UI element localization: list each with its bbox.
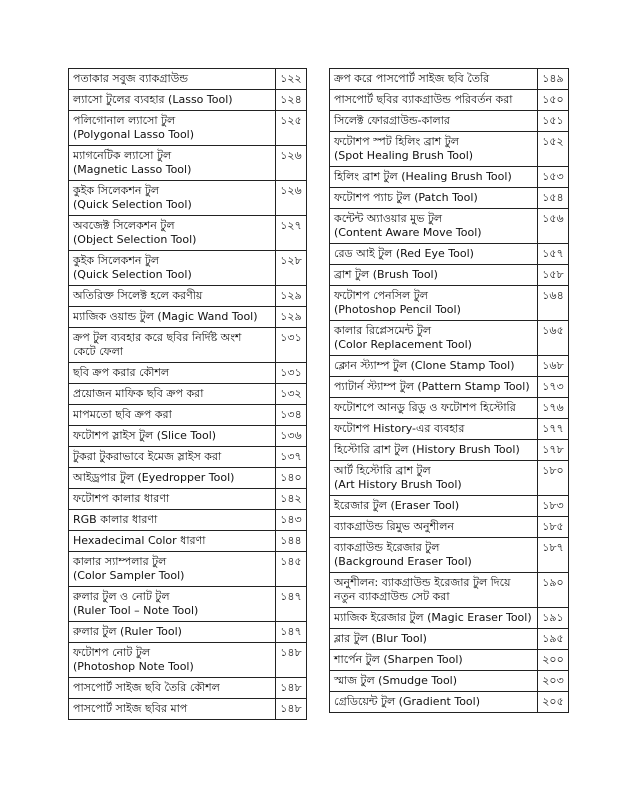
toc-right-column	[329, 68, 569, 713]
toc-row	[330, 629, 569, 650]
toc-row	[330, 377, 569, 398]
toc-entry-page: ১২৯	[276, 286, 307, 307]
toc-row	[330, 671, 569, 692]
toc-entry-title: কালার স্যাম্পলার টুল (Color Sampler Tool)	[69, 552, 276, 587]
toc-entry-title: RGB কালার ধারণা	[69, 510, 276, 531]
toc-entry-title: ব্লার টুল (Blur Tool)	[330, 629, 538, 650]
toc-entry-page: ১৮৭	[538, 538, 569, 573]
toc-entry-page: ১২৯	[276, 307, 307, 328]
toc-entry-title: ফটোশপ প্যাচ টুল (Patch Tool)	[330, 188, 538, 209]
toc-row	[330, 573, 569, 608]
toc-row	[69, 146, 307, 181]
toc-row	[330, 188, 569, 209]
toc-row	[330, 650, 569, 671]
toc-row	[330, 517, 569, 538]
toc-row	[69, 468, 307, 489]
toc-entry-page: ১৬৫	[538, 321, 569, 356]
toc-row	[69, 363, 307, 384]
toc-entry-title: ক্রপ টুল ব্যবহার করে ছবির নির্দিষ্ট অংশ কেটে ফেলা	[69, 328, 276, 363]
toc-entry-title: সিলেক্ট ফোরগ্রাউন্ড-কালার	[330, 111, 538, 132]
toc-right-body	[330, 69, 569, 713]
toc-row	[330, 398, 569, 419]
toc-entry-page: ১৩৭	[276, 447, 307, 468]
toc-entry-title: আর্ট হিস্টোরি ব্রাশ টুল (Art History Brush Tool)	[330, 461, 538, 496]
toc-entry-page: ১৫৩	[538, 167, 569, 188]
toc-entry-page: ১৪০	[276, 468, 307, 489]
toc-entry-page: ১৯০	[538, 573, 569, 608]
toc-entry-page: ১৩১	[276, 328, 307, 363]
toc-entry-page: ১৮৩	[538, 496, 569, 517]
toc-entry-page: ১৬৮	[538, 356, 569, 377]
toc-row	[69, 622, 307, 643]
toc-entry-page: ১৫১	[538, 111, 569, 132]
toc-row	[69, 181, 307, 216]
toc-entry-page: ১৫২	[538, 132, 569, 167]
toc-row	[69, 643, 307, 678]
toc-row	[69, 489, 307, 510]
toc-entry-title: হিস্টোরি ব্রাশ টুল (History Brush Tool)	[330, 440, 538, 461]
toc-entry-title: পলিগোনাল ল্যাসো টুল (Polygonal Lasso Tool)	[69, 111, 276, 146]
toc-entry-page: ১২৮	[276, 251, 307, 286]
toc-entry-title: ফটোশপ নোট টুল (Photoshop Note Tool)	[69, 643, 276, 678]
toc-entry-page: ২০০	[538, 650, 569, 671]
toc-row	[330, 321, 569, 356]
toc-entry-page: ১৩৬	[276, 426, 307, 447]
toc-row	[69, 90, 307, 111]
toc-entry-page: ২০৫	[538, 692, 569, 713]
toc-entry-page: ১৪৪	[276, 531, 307, 552]
toc-entry-title: প্যাটার্ন স্ট্যাম্প টুল (Pattern Stamp Tool)	[330, 377, 538, 398]
toc-entry-title: মাপমতো ছবি ক্রপ করা	[69, 405, 276, 426]
toc-entry-page: ১৭৬	[538, 398, 569, 419]
toc-entry-title: রুলার টুল (Ruler Tool)	[69, 622, 276, 643]
toc-row	[69, 69, 307, 90]
toc-entry-title: ফটোশপ পেনসিল টুল (Photoshop Pencil Tool)	[330, 286, 538, 321]
toc-row	[69, 216, 307, 251]
toc-entry-page: ২০৩	[538, 671, 569, 692]
toc-entry-page: ১৮০	[538, 461, 569, 496]
toc-entry-title: ল্যাসো টুলের ব্যবহার (Lasso Tool)	[69, 90, 276, 111]
toc-entry-page: ১২২	[276, 69, 307, 90]
toc-entry-title: ফটোশপ History-এর ব্যবহার	[330, 419, 538, 440]
toc-entry-page: ১৭৩	[538, 377, 569, 398]
toc-entry-page: ১৪৮	[276, 643, 307, 678]
toc-row	[330, 461, 569, 496]
toc-entry-title: ফটোশপ স্লাইস টুল (Slice Tool)	[69, 426, 276, 447]
toc-entry-title: ম্যাগনেটিক ল্যাসো টুল (Magnetic Lasso Tool)	[69, 146, 276, 181]
toc-entry-title: আইড্রপার টুল (Eyedropper Tool)	[69, 468, 276, 489]
toc-entry-page: ১৫৬	[538, 209, 569, 244]
toc-entry-title: রুলার টুল ও নোট টুল (Ruler Tool – Note Tool)	[69, 587, 276, 622]
toc-entry-page: ১৮৫	[538, 517, 569, 538]
toc-row	[330, 496, 569, 517]
toc-entry-title: অনুশীলন: ব্যাকগ্রাউন্ড ইরেজার টুল দিয়ে নতুন ব্যাকগ্রাউন্ড সেট করা	[330, 573, 538, 608]
toc-table-left	[68, 68, 307, 720]
toc-row	[330, 244, 569, 265]
toc-entry-title: পতাকার সবুজ ব্যাকগ্রাউন্ড	[69, 69, 276, 90]
toc-row	[330, 167, 569, 188]
toc-entry-title: ইরেজার টুল (Eraser Tool)	[330, 496, 538, 517]
toc-left-body	[69, 69, 307, 720]
toc-entry-title: কুইক সিলেকশন টুল (Quick Selection Tool)	[69, 251, 276, 286]
toc-entry-title: কন্টেন্ট অ্যাওয়ার মুভ টুল (Content Aware Move Tool)	[330, 209, 538, 244]
toc-row	[330, 286, 569, 321]
toc-entry-title: অতিরিক্ত সিলেক্ট হলে করণীয়	[69, 286, 276, 307]
toc-entry-title: ফটোশপ কালার ধারণা	[69, 489, 276, 510]
toc-entry-title: হিলিং ব্রাশ টুল (Healing Brush Tool)	[330, 167, 538, 188]
toc-entry-title: ব্যাকগ্রাউন্ড ইরেজার টুল (Background Eraser Tool)	[330, 538, 538, 573]
toc-entry-title: কুইক সিলেকশন টুল (Quick Selection Tool)	[69, 181, 276, 216]
toc-entry-page: ১৪৮	[276, 699, 307, 720]
toc-table-right	[329, 68, 569, 713]
toc-entry-page: ১৪৭	[276, 587, 307, 622]
toc-row	[69, 251, 307, 286]
toc-row	[69, 111, 307, 146]
toc-row	[330, 132, 569, 167]
toc-row	[69, 447, 307, 468]
toc-entry-title: ম্যাজিক ইরেজার টুল (Magic Eraser Tool)	[330, 608, 538, 629]
toc-entry-title: ফটোশপ স্পট হিলিং ব্রাশ টুল (Spot Healing Brush Tool)	[330, 132, 538, 167]
toc-row	[69, 699, 307, 720]
toc-entry-title: কালার রিপ্লেসমেন্ট টুল (Color Replacement Tool)	[330, 321, 538, 356]
toc-entry-page: ১৪৩	[276, 510, 307, 531]
toc-entry-title: রেড আই টুল (Red Eye Tool)	[330, 244, 538, 265]
toc-entry-title: ব্রাশ টুল (Brush Tool)	[330, 265, 538, 286]
toc-row	[330, 209, 569, 244]
toc-row	[330, 265, 569, 286]
toc-row	[330, 692, 569, 713]
toc-entry-page: ১৭৭	[538, 419, 569, 440]
toc-entry-page: ১৩৪	[276, 405, 307, 426]
toc-row	[69, 286, 307, 307]
toc-row	[69, 307, 307, 328]
toc-entry-page: ১৩২	[276, 384, 307, 405]
toc-row	[69, 552, 307, 587]
toc-entry-page: ১৪৯	[538, 69, 569, 90]
toc-row	[69, 426, 307, 447]
toc-entry-title: পাসপোর্ট সাইজ ছবির মাপ	[69, 699, 276, 720]
toc-entry-page: ১২৬	[276, 146, 307, 181]
toc-entry-page: ১৫৭	[538, 244, 569, 265]
toc-row	[69, 510, 307, 531]
toc-row	[330, 419, 569, 440]
toc-entry-title: ম্যাজিক ওয়ান্ড টুল (Magic Wand Tool)	[69, 307, 276, 328]
toc-entry-title: Hexadecimal Color ধারণা	[69, 531, 276, 552]
toc-entry-title: ক্লোন স্ট্যাম্প টুল (Clone Stamp Tool)	[330, 356, 538, 377]
toc-entry-title: প্রয়োজন মাফিক ছবি ক্রপ করা	[69, 384, 276, 405]
toc-entry-title: ক্রপ করে পাসপোর্ট সাইজ ছবি তৈরি	[330, 69, 538, 90]
toc-row	[330, 69, 569, 90]
toc-entry-page: ১৪২	[276, 489, 307, 510]
toc-entry-page: ১২৬	[276, 181, 307, 216]
toc-row	[69, 531, 307, 552]
toc-entry-page: ১৯৫	[538, 629, 569, 650]
toc-entry-title: শার্পেন টুল (Sharpen Tool)	[330, 650, 538, 671]
toc-entry-title: পাসপোর্ট সাইজ ছবি তৈরি কৌশল	[69, 678, 276, 699]
toc-row	[330, 356, 569, 377]
toc-entry-title: অবজেক্ট সিলেকশন টুল (Object Selection Tool)	[69, 216, 276, 251]
toc-entry-page: ১৪৮	[276, 678, 307, 699]
toc-row	[330, 90, 569, 111]
toc-entry-page: ১৫৪	[538, 188, 569, 209]
toc-entry-page: ১৪৭	[276, 622, 307, 643]
toc-row	[69, 405, 307, 426]
toc-entry-title: গ্রেডিয়েন্ট টুল (Gradient Tool)	[330, 692, 538, 713]
toc-entry-page: ১২৭	[276, 216, 307, 251]
toc-row	[69, 384, 307, 405]
toc-row	[69, 678, 307, 699]
toc-entry-title: স্মাজ টুল (Smudge Tool)	[330, 671, 538, 692]
toc-entry-page: ১৪৫	[276, 552, 307, 587]
toc-row	[69, 587, 307, 622]
toc-entry-page: ১৩১	[276, 363, 307, 384]
toc-entry-title: টুকরা টুকরাভাবে ইমেজ স্লাইস করা	[69, 447, 276, 468]
toc-entry-title: ব্যাকগ্রাউন্ড রিমুভ অনুশীলন	[330, 517, 538, 538]
toc-entry-page: ১২৪	[276, 90, 307, 111]
toc-row	[330, 111, 569, 132]
toc-entry-page: ১৫০	[538, 90, 569, 111]
toc-entry-title: ফটোশপে আনডু রিডু ও ফটোশপ হিস্টোরি	[330, 398, 538, 419]
toc-entry-page: ১৯১	[538, 608, 569, 629]
toc-row	[330, 440, 569, 461]
toc-row	[330, 538, 569, 573]
toc-left-column	[68, 68, 307, 720]
toc-entry-page: ১৭৮	[538, 440, 569, 461]
toc-row	[69, 328, 307, 363]
toc-entry-title: ছবি ক্রপ করার কৌশল	[69, 363, 276, 384]
toc-entry-title: পাসপোর্ট ছবির ব্যাকগ্রাউন্ড পরিবর্তন করা	[330, 90, 538, 111]
toc-entry-page: ১৫৮	[538, 265, 569, 286]
toc-entry-page: ১৬৪	[538, 286, 569, 321]
toc-entry-page: ১২৫	[276, 111, 307, 146]
toc-row	[330, 608, 569, 629]
